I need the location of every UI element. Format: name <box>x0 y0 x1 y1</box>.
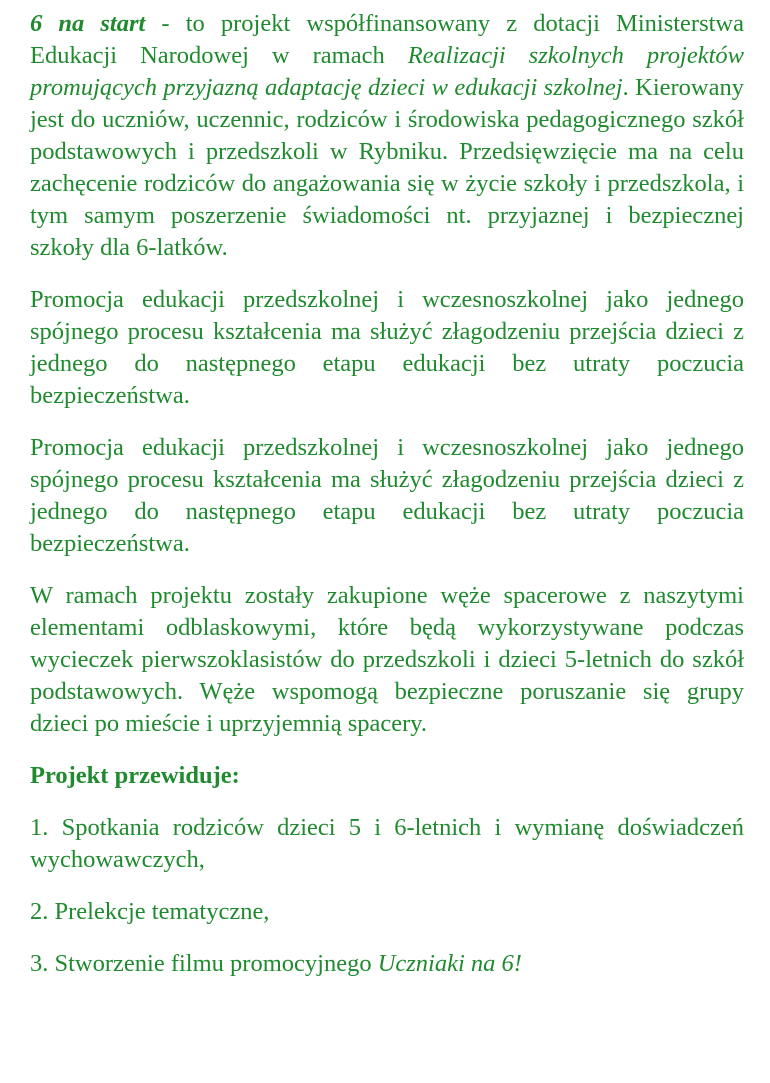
list-item-2: 2. Prelekcje tematyczne, <box>30 898 270 925</box>
program-name: Realizacji szkolnych projektów promujących przyjazną adaptację dzieci w edukacji szkolnej <box>30 42 744 101</box>
paragraph-walking-ropes: W ramach projektu zostały zakupione węże spacerowe z naszytymi elementami odblaskowymi, które będą wykorzystywane podczas wycieczek pierwszoklasistów do przedszkoli i dzieci 5-letnich do szkół podstawowych. Węże wspomogą bezpieczne poruszanie się grupy dzieci po mieście i uprzyjemnią spacery. <box>30 582 744 737</box>
intro-paragraph <box>30 8 744 264</box>
document-body <box>30 8 744 1000</box>
section-heading: Projekt przewiduje: <box>30 762 240 789</box>
paragraph-promotion-2: Promocja edukacji przedszkolnej i wczesnoszkolnej jako jednego spójnego procesu kształcenia ma służyć złagodzeniu przejścia dzieci z jednego do następnego etapu edukacji bez utraty poczucia bezpieczeństwa. <box>30 434 744 557</box>
list-item-1: 1. Spotkania rodziców dzieci 5 i 6-letnich i wymianę doświadczeń wychowawczych, <box>30 814 744 873</box>
intro-text-1: - to projekt współfinansowany z dotacji Ministerstwa Edukacji Narodowej w ramach <box>30 10 744 69</box>
paragraph-promotion-1: Promocja edukacji przedszkolnej i wczesnoszkolnej jako jednego spójnego procesu kształcenia ma służyć złagodzeniu przejścia dzieci z jednego do następnego etapu edukacji bez utraty poczucia bezpieczeństwa. <box>30 286 744 409</box>
list-item-3 <box>30 948 744 980</box>
list-item-3-text: 3. Stworzenie filmu promocyjnego <box>30 950 378 977</box>
project-name: 6 na start <box>30 10 146 37</box>
film-title: Uczniaki na 6! <box>377 950 522 977</box>
intro-text-2: . Kierowany jest do uczniów, uczennic, rodziców i środowiska pedagogicznego szkół podstawowych i przedszkoli w Rybniku. Przedsięwzięcie ma na celu zachęcenie rodziców do angażowania się w życie szkoły i przedszkola, i tym samym poszerzenie świadomości nt. przyjaznej i bezpiecznej szkoły dla 6-latków. <box>30 74 744 261</box>
